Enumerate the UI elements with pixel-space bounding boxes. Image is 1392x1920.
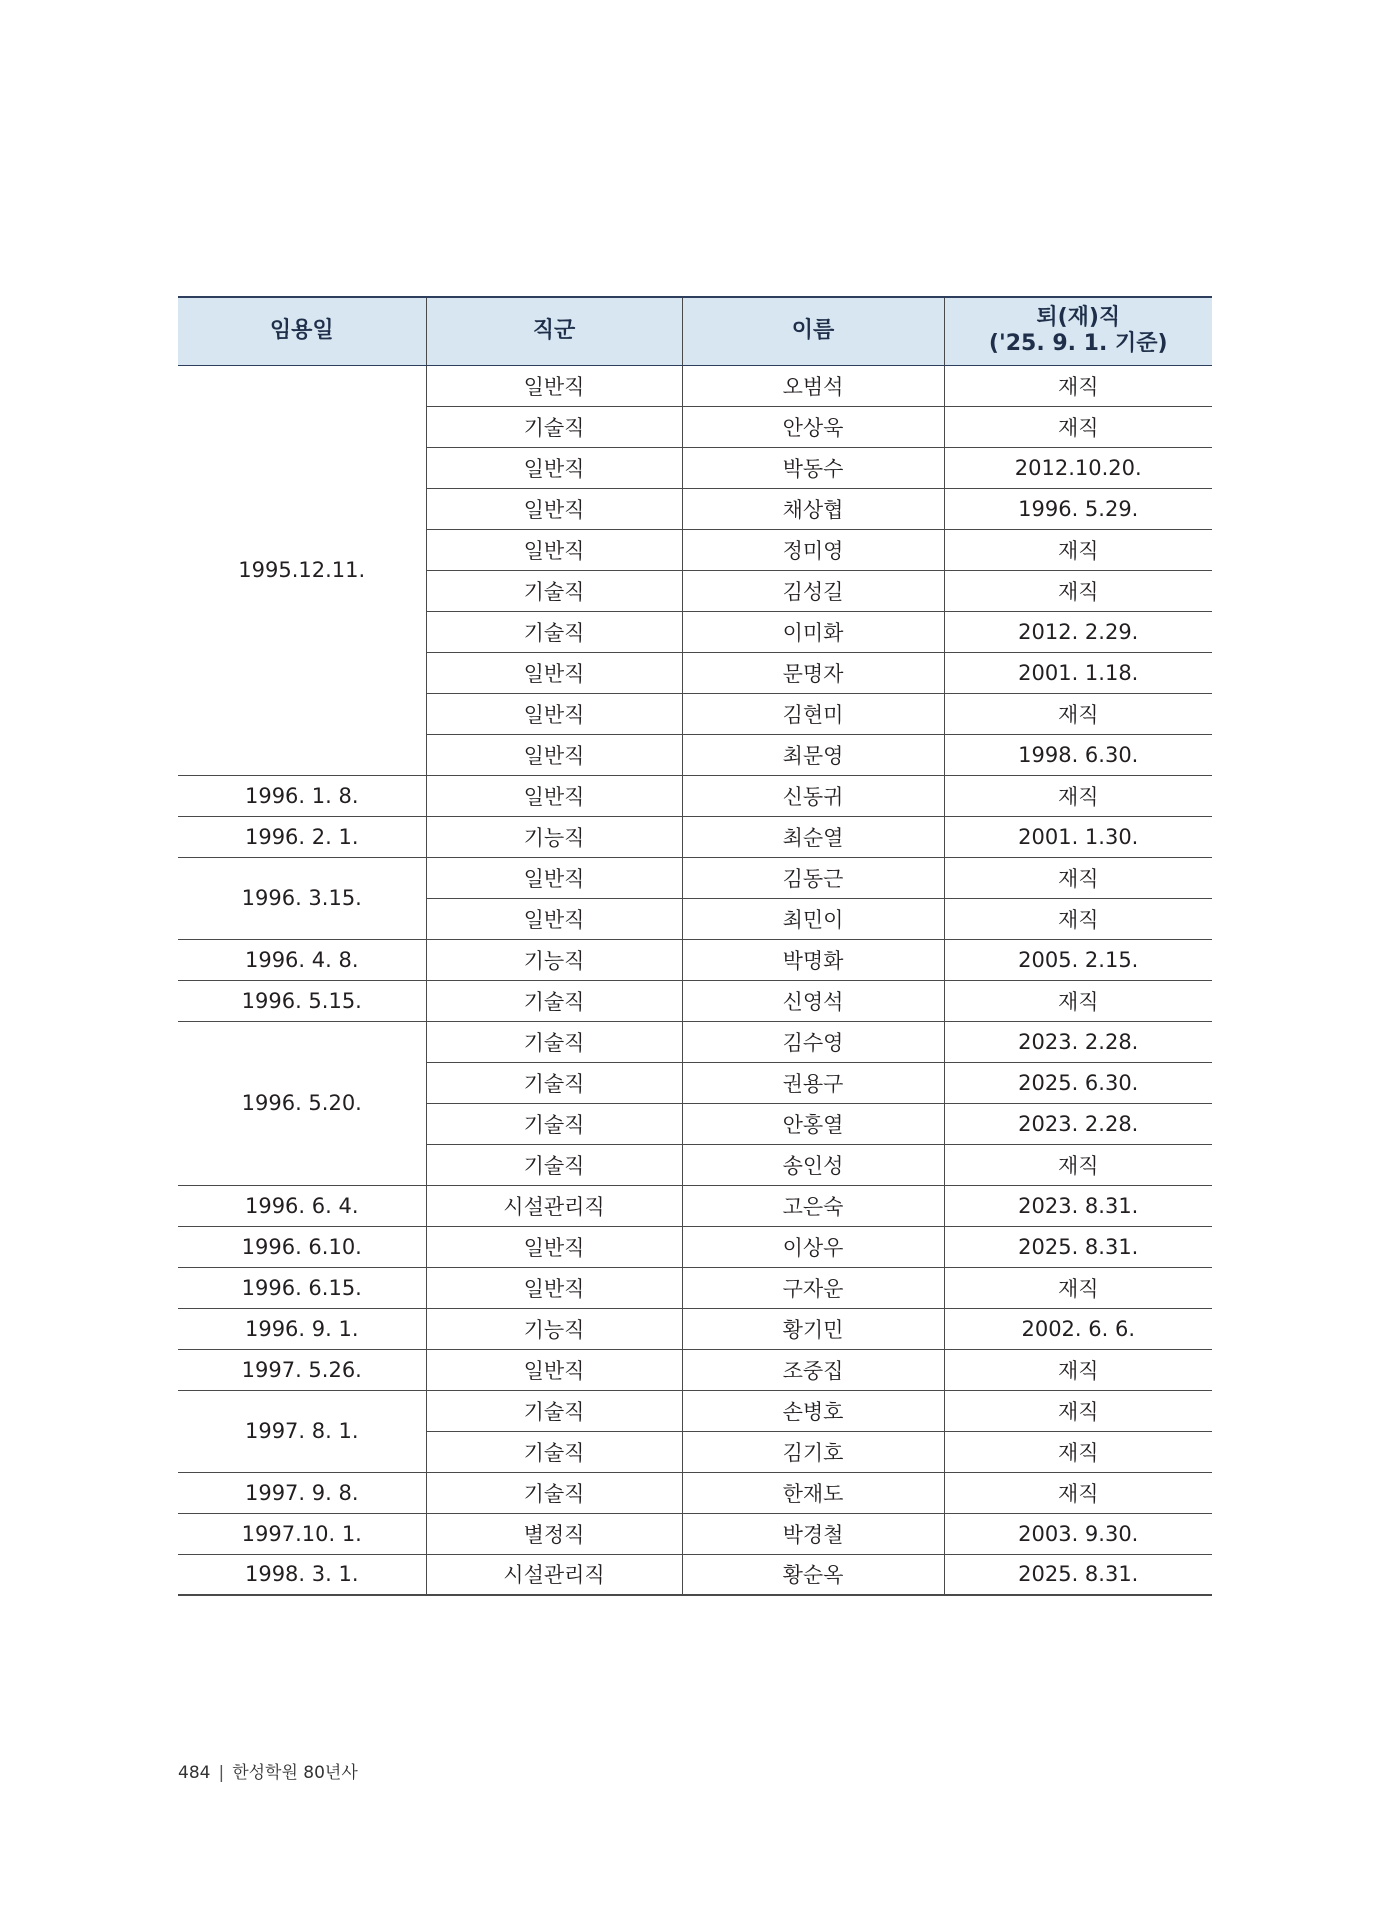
cell-name: 김동근 bbox=[682, 857, 944, 898]
cell-job-group: 시설관리직 bbox=[426, 1185, 682, 1226]
cell-job-group: 기술직 bbox=[426, 980, 682, 1021]
cell-status: 재직 bbox=[944, 406, 1212, 447]
cell-hire-date: 1996. 6.15. bbox=[178, 1267, 426, 1308]
cell-status: 재직 bbox=[944, 529, 1212, 570]
header-status bbox=[944, 297, 1212, 365]
table-row bbox=[178, 1267, 1212, 1308]
cell-name: 신동귀 bbox=[682, 775, 944, 816]
cell-job-group: 일반직 bbox=[426, 1226, 682, 1267]
staff-appointment-table bbox=[178, 296, 1212, 1596]
cell-status: 재직 bbox=[944, 1390, 1212, 1431]
cell-hire-date: 1995.12.11. bbox=[178, 365, 426, 775]
cell-job-group: 일반직 bbox=[426, 857, 682, 898]
cell-job-group: 기술직 bbox=[426, 611, 682, 652]
table-row bbox=[178, 1021, 1212, 1062]
cell-name: 권용구 bbox=[682, 1062, 944, 1103]
cell-name: 이상우 bbox=[682, 1226, 944, 1267]
cell-status: 2023. 8.31. bbox=[944, 1185, 1212, 1226]
cell-hire-date: 1998. 3. 1. bbox=[178, 1554, 426, 1595]
cell-job-group: 일반직 bbox=[426, 365, 682, 406]
cell-status: 2025. 6.30. bbox=[944, 1062, 1212, 1103]
cell-status: 재직 bbox=[944, 1144, 1212, 1185]
cell-job-group: 기술직 bbox=[426, 406, 682, 447]
cell-job-group: 일반직 bbox=[426, 734, 682, 775]
cell-job-group: 기술직 bbox=[426, 1390, 682, 1431]
cell-job-group: 기술직 bbox=[426, 1062, 682, 1103]
cell-job-group: 일반직 bbox=[426, 775, 682, 816]
cell-status: 2023. 2.28. bbox=[944, 1103, 1212, 1144]
cell-status: 재직 bbox=[944, 1267, 1212, 1308]
cell-status: 2012.10.20. bbox=[944, 447, 1212, 488]
cell-hire-date: 1996. 6.10. bbox=[178, 1226, 426, 1267]
cell-status: 1998. 6.30. bbox=[944, 734, 1212, 775]
cell-status: 2025. 8.31. bbox=[944, 1554, 1212, 1595]
cell-status: 2001. 1.30. bbox=[944, 816, 1212, 857]
cell-job-group: 별정직 bbox=[426, 1513, 682, 1554]
cell-hire-date: 1997. 5.26. bbox=[178, 1349, 426, 1390]
table-row bbox=[178, 775, 1212, 816]
cell-hire-date: 1996. 3.15. bbox=[178, 857, 426, 939]
cell-name: 정미영 bbox=[682, 529, 944, 570]
cell-status: 재직 bbox=[944, 1431, 1212, 1472]
cell-hire-date: 1996. 2. 1. bbox=[178, 816, 426, 857]
page-footer bbox=[178, 1758, 358, 1783]
header-job-group: 직군 bbox=[426, 297, 682, 365]
cell-status: 2012. 2.29. bbox=[944, 611, 1212, 652]
table-row bbox=[178, 857, 1212, 898]
cell-job-group: 기술직 bbox=[426, 1144, 682, 1185]
cell-hire-date: 1997.10. 1. bbox=[178, 1513, 426, 1554]
cell-name: 송인성 bbox=[682, 1144, 944, 1185]
cell-status: 재직 bbox=[944, 980, 1212, 1021]
cell-hire-date: 1996. 5.20. bbox=[178, 1021, 426, 1185]
header-name: 이름 bbox=[682, 297, 944, 365]
table-row bbox=[178, 980, 1212, 1021]
cell-name: 최문영 bbox=[682, 734, 944, 775]
cell-name: 고은숙 bbox=[682, 1185, 944, 1226]
cell-status: 재직 bbox=[944, 693, 1212, 734]
cell-status: 재직 bbox=[944, 775, 1212, 816]
table-header bbox=[178, 297, 1212, 365]
cell-name: 구자운 bbox=[682, 1267, 944, 1308]
staff-table-container bbox=[178, 296, 1212, 1596]
cell-job-group: 기술직 bbox=[426, 1431, 682, 1472]
table-row bbox=[178, 939, 1212, 980]
cell-hire-date: 1997. 8. 1. bbox=[178, 1390, 426, 1472]
cell-status: 재직 bbox=[944, 898, 1212, 939]
cell-job-group: 기능직 bbox=[426, 1308, 682, 1349]
footer-separator: | bbox=[218, 1763, 225, 1783]
cell-status: 1996. 5.29. bbox=[944, 488, 1212, 529]
table-row bbox=[178, 1554, 1212, 1595]
cell-name: 안홍열 bbox=[682, 1103, 944, 1144]
table-row bbox=[178, 1472, 1212, 1513]
cell-hire-date: 1996. 6. 4. bbox=[178, 1185, 426, 1226]
cell-job-group: 일반직 bbox=[426, 529, 682, 570]
cell-job-group: 일반직 bbox=[426, 1267, 682, 1308]
table-row bbox=[178, 1390, 1212, 1431]
cell-job-group: 기술직 bbox=[426, 570, 682, 611]
cell-name: 박경철 bbox=[682, 1513, 944, 1554]
table-row bbox=[178, 1185, 1212, 1226]
page-number: 484 bbox=[178, 1763, 211, 1783]
cell-hire-date: 1996. 1. 8. bbox=[178, 775, 426, 816]
cell-job-group: 일반직 bbox=[426, 1349, 682, 1390]
cell-job-group: 시설관리직 bbox=[426, 1554, 682, 1595]
cell-name: 신영석 bbox=[682, 980, 944, 1021]
cell-job-group: 기능직 bbox=[426, 816, 682, 857]
cell-name: 황기민 bbox=[682, 1308, 944, 1349]
header-status-title: 퇴(재)직 bbox=[1036, 305, 1121, 331]
cell-name: 오범석 bbox=[682, 365, 944, 406]
table-body bbox=[178, 365, 1212, 1595]
cell-name: 김기호 bbox=[682, 1431, 944, 1472]
cell-name: 최순열 bbox=[682, 816, 944, 857]
table-header-row bbox=[178, 297, 1212, 365]
cell-status: 2025. 8.31. bbox=[944, 1226, 1212, 1267]
cell-hire-date: 1997. 9. 8. bbox=[178, 1472, 426, 1513]
cell-job-group: 기술직 bbox=[426, 1472, 682, 1513]
header-hire-date: 임용일 bbox=[178, 297, 426, 365]
cell-name: 손병호 bbox=[682, 1390, 944, 1431]
cell-hire-date: 1996. 5.15. bbox=[178, 980, 426, 1021]
cell-job-group: 기능직 bbox=[426, 939, 682, 980]
table-row bbox=[178, 816, 1212, 857]
table-row bbox=[178, 1308, 1212, 1349]
cell-name: 채상협 bbox=[682, 488, 944, 529]
table-row bbox=[178, 1349, 1212, 1390]
cell-name: 조중집 bbox=[682, 1349, 944, 1390]
cell-name: 최민이 bbox=[682, 898, 944, 939]
cell-status: 재직 bbox=[944, 857, 1212, 898]
cell-job-group: 일반직 bbox=[426, 898, 682, 939]
cell-name: 김수영 bbox=[682, 1021, 944, 1062]
cell-name: 김현미 bbox=[682, 693, 944, 734]
cell-name: 한재도 bbox=[682, 1472, 944, 1513]
table-row bbox=[178, 1226, 1212, 1267]
table-row bbox=[178, 1513, 1212, 1554]
cell-name: 김성길 bbox=[682, 570, 944, 611]
cell-job-group: 일반직 bbox=[426, 447, 682, 488]
cell-status: 2003. 9.30. bbox=[944, 1513, 1212, 1554]
cell-status: 2002. 6. 6. bbox=[944, 1308, 1212, 1349]
cell-name: 이미화 bbox=[682, 611, 944, 652]
cell-job-group: 일반직 bbox=[426, 693, 682, 734]
cell-name: 박명화 bbox=[682, 939, 944, 980]
cell-name: 황순옥 bbox=[682, 1554, 944, 1595]
cell-status: 2005. 2.15. bbox=[944, 939, 1212, 980]
cell-status: 재직 bbox=[944, 1349, 1212, 1390]
cell-status: 재직 bbox=[944, 365, 1212, 406]
cell-job-group: 기술직 bbox=[426, 1021, 682, 1062]
cell-hire-date: 1996. 9. 1. bbox=[178, 1308, 426, 1349]
cell-job-group: 일반직 bbox=[426, 488, 682, 529]
cell-status: 재직 bbox=[944, 570, 1212, 611]
cell-status: 2023. 2.28. bbox=[944, 1021, 1212, 1062]
cell-status: 재직 bbox=[944, 1472, 1212, 1513]
cell-job-group: 기술직 bbox=[426, 1103, 682, 1144]
header-status-basis: ('25. 9. 1. 기준) bbox=[988, 331, 1168, 357]
cell-name: 문명자 bbox=[682, 652, 944, 693]
cell-name: 박동수 bbox=[682, 447, 944, 488]
cell-job-group: 일반직 bbox=[426, 652, 682, 693]
cell-status: 2001. 1.18. bbox=[944, 652, 1212, 693]
cell-name: 안상욱 bbox=[682, 406, 944, 447]
cell-hire-date: 1996. 4. 8. bbox=[178, 939, 426, 980]
table-row bbox=[178, 365, 1212, 406]
book-title: 한성학원 80년사 bbox=[232, 1763, 358, 1783]
